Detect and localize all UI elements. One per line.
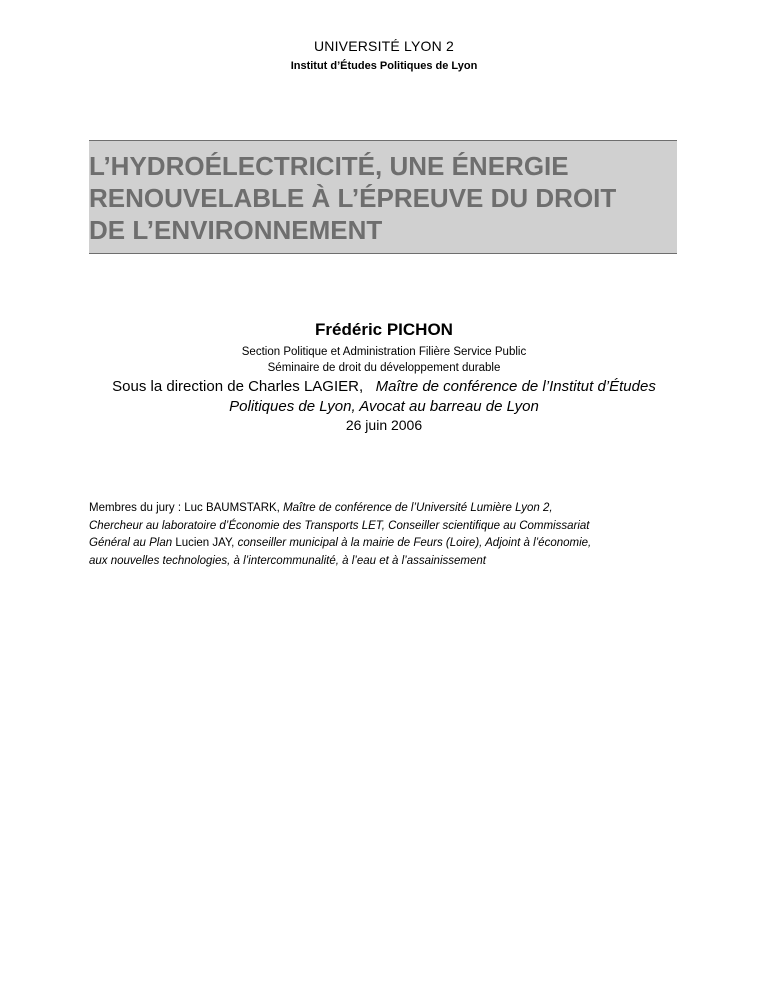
jury-line-3-role: Général au Plan: [89, 537, 173, 549]
title-line-2: RENOUVELABLE À L’ÉPREUVE DU DROIT: [89, 183, 617, 213]
jury-line-3-rest: conseiller municipal à la mairie de Feurs (Loire), Adjoint à l’économie,: [237, 537, 592, 549]
title-line-1: L’HYDROÉLECTRICITÉ, UNE ÉNERGIE: [89, 151, 569, 181]
jury-members: [89, 500, 689, 570]
title-box: [89, 140, 677, 254]
institute-name: Institut d’Études Politiques de Lyon: [290, 60, 478, 72]
jury-line-2-text: Chercheur au laboratoire d’Économie des Transports LET, Conseiller scientifique au Commissariat: [89, 519, 590, 532]
jury-line-4-text: aux nouvelles technologies, à l’intercommunalité, à l’eau et à l’assainissement: [89, 554, 486, 567]
jury-line-3: [89, 535, 689, 553]
jury-line-4: [89, 553, 689, 571]
jury-line-1: [89, 500, 689, 518]
jury-line-2: [89, 518, 689, 536]
jury-line-1-prefix: Membres du jury : Luc BAUMSTARK,: [89, 502, 284, 514]
document-title: [89, 150, 616, 246]
title-line-3: DE L’ENVIRONNEMENT: [89, 215, 383, 245]
supervisor-role-line-1: Maître de conférence de l’Institut d’Études: [375, 378, 656, 395]
author-section: Section Politique et Administration Filière Service Public: [241, 346, 527, 358]
supervision: [0, 377, 768, 417]
jury-line-3-name: Lucien JAY,: [172, 537, 238, 549]
university-name: UNIVERSITÉ LYON 2: [313, 38, 455, 54]
jury-line-1-role: Maître de conférence de l’Université Lumière Lyon 2,: [283, 502, 553, 514]
supervisor-role-line-2: Politiques de Lyon, Avocat au barreau de Lyon: [229, 398, 539, 415]
defense-date: 26 juin 2006: [345, 417, 423, 433]
author-name: Frédéric PICHON: [315, 320, 453, 339]
author-seminar: Séminaire de droit du développement durable: [267, 362, 501, 374]
supervisor-prefix: Sous la direction de Charles LAGIER,: [112, 378, 364, 395]
